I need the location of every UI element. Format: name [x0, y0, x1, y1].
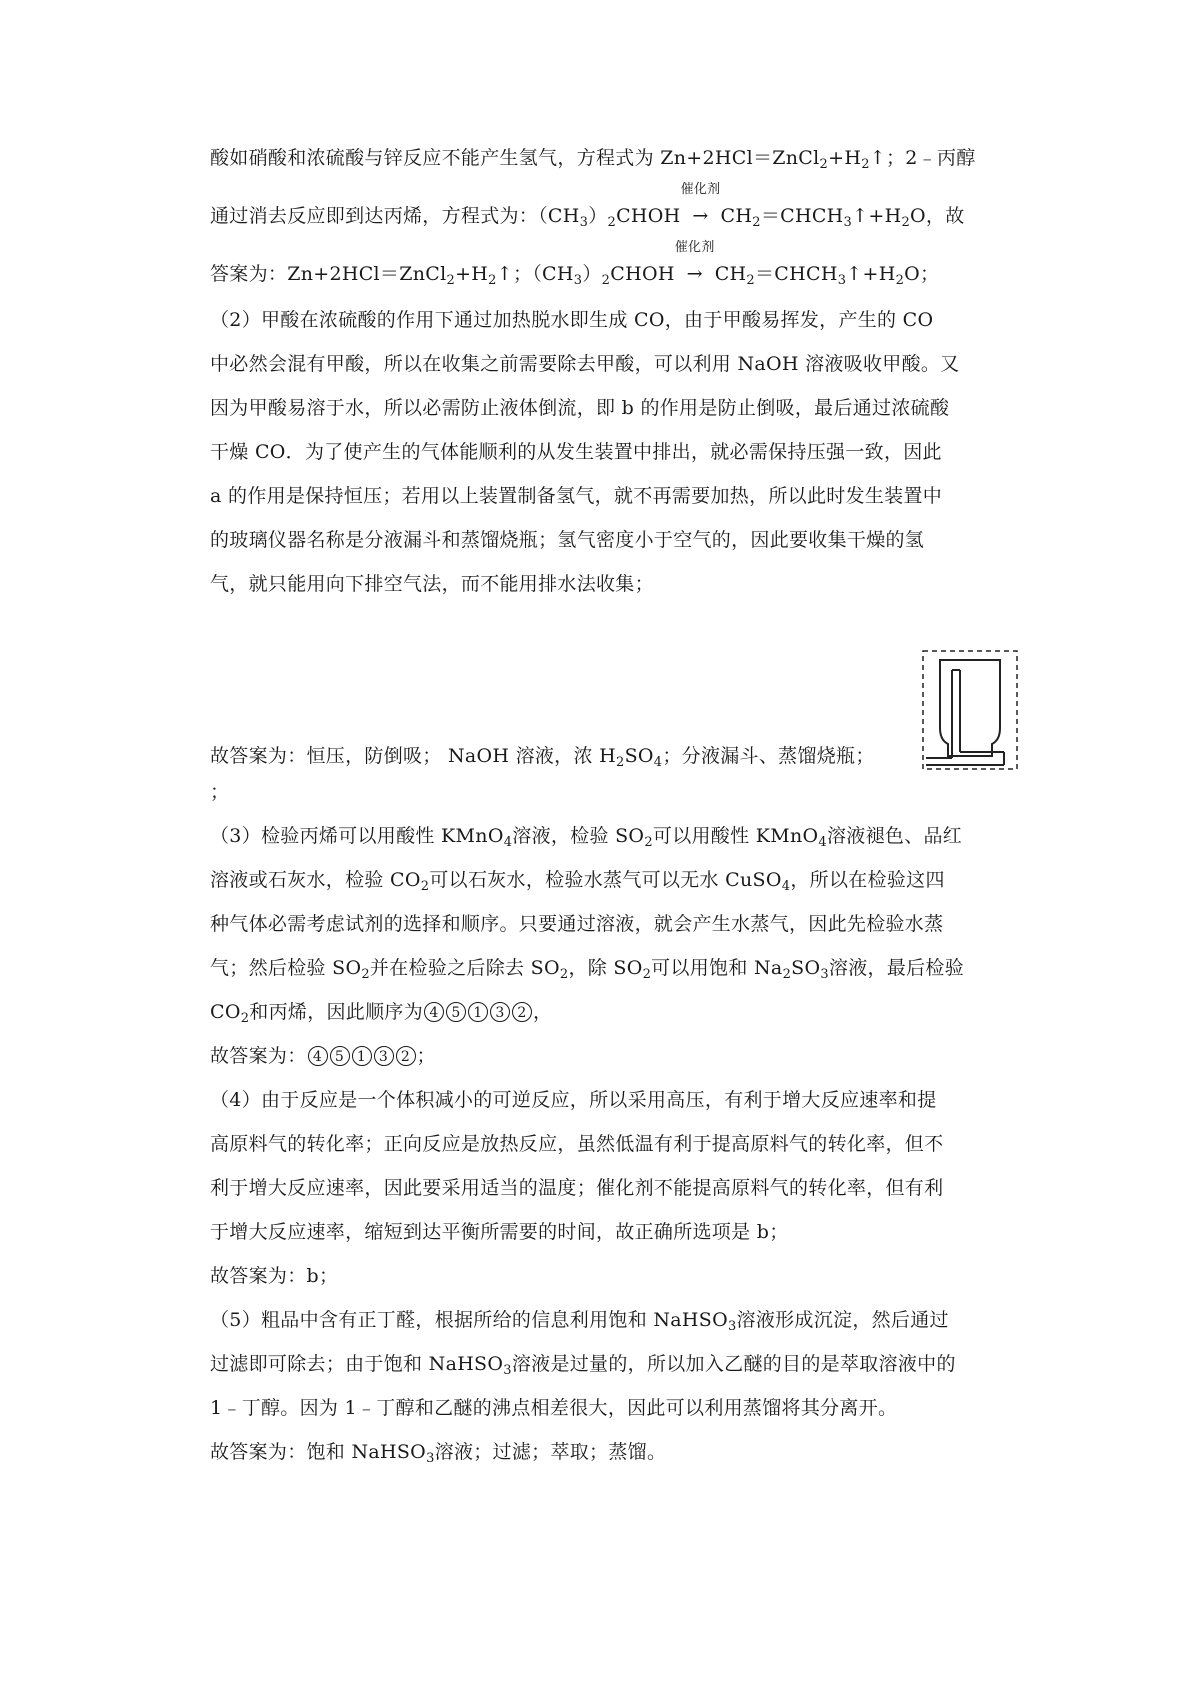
subscript: 2: [240, 1011, 250, 1026]
subscript: 2: [901, 215, 911, 230]
text-line: 中必然会混有甲酸，所以在收集之前需要除去甲酸，可以利用 NaOH 溶液吸收甲酸。又: [210, 353, 960, 375]
subscript: 4: [781, 879, 791, 894]
subscript: 2: [559, 967, 569, 982]
text-run: +H: [455, 263, 489, 285]
text-run: 溶液是过量的，所以加入乙醚的目的是萃取溶液中的: [511, 1353, 956, 1375]
text-run: 可以石灰水，检验水蒸气可以无水 CuSO: [429, 869, 782, 891]
text-line: 高原料气的转化率；正向反应是放热反应，虽然低温有利于提高原料气的转化率，但不: [210, 1133, 944, 1155]
subscript: 3: [426, 1451, 435, 1466]
text-line: [210, 146, 976, 170]
arrow-glyph: →: [686, 263, 703, 285]
subscript: 2: [601, 273, 611, 288]
text-line: 的玻璃仪器名称是分液漏斗和蒸馏烧瓶；氢气密度小于空气的，因此要收集干燥的氢: [210, 529, 925, 551]
circled-number: 5: [446, 1002, 466, 1022]
circled-number: 3: [490, 1002, 510, 1022]
gas-collection-bottle-diagram: [922, 650, 1018, 770]
text-run: 溶液或石灰水，检验 CO: [210, 869, 421, 891]
text-line: [210, 1000, 552, 1024]
text-run: 酸如硝酸和浓硫酸与锌反应不能产生氢气，方程式为 Zn+2HCl＝ZnCl: [210, 147, 820, 169]
text-run: 可以用酸性 KMnO: [652, 825, 819, 847]
subscript: 3: [820, 967, 829, 982]
text-run: CHOH: [610, 263, 675, 285]
text-run: CH: [714, 263, 747, 285]
text-run: ；分液漏斗、蒸馏烧瓶；: [662, 745, 875, 767]
text-line: [210, 1308, 949, 1332]
text-run: CHOH: [616, 205, 681, 227]
text-run: 故答案为：恒压，防倒吸； NaOH 溶液，浓 H: [210, 745, 616, 767]
text-line: 种气体必需考虑试剂的选择和顺序。只要通过溶液，就会产生水蒸气，因此先检验水蒸: [210, 913, 944, 935]
subscript: 2: [746, 273, 755, 288]
text-run: 故答案为：: [210, 1045, 307, 1067]
subscript: 3: [837, 273, 847, 288]
text-line: [210, 240, 940, 288]
text-line: 于增大反应速率，缩短到达平衡所需要的时间，故正确所选项是 b；: [210, 1221, 789, 1243]
text-run: ↑+H: [852, 205, 902, 227]
subscript: 2: [819, 157, 829, 172]
text-run: ＝CHCH: [760, 205, 844, 227]
text-line: [210, 182, 965, 230]
subscript: 2: [644, 835, 653, 850]
subscript: 2: [642, 967, 652, 982]
subscript: 4: [503, 835, 513, 850]
catalyst-label: 催化剂: [680, 182, 721, 197]
reaction-arrow: [680, 182, 721, 228]
subscript: 2: [782, 967, 792, 982]
circled-number: 4: [308, 1046, 328, 1066]
text-run: 过滤即可除去；由于饱和 NaHSO: [210, 1353, 504, 1375]
subscript: 3: [727, 1319, 737, 1334]
answer-line: [210, 1440, 666, 1464]
text-line: 气，就只能用向下排空气法，而不能用排水法收集；: [210, 573, 654, 595]
subscript: 2: [361, 967, 370, 982]
text-run: SO: [624, 745, 654, 767]
circled-number: 4: [424, 1002, 444, 1022]
text-line: [210, 824, 962, 848]
order-sequence: [307, 1045, 417, 1067]
answer-line: 故答案为：b；: [210, 1265, 339, 1287]
text-run: ，: [533, 1001, 553, 1023]
subscript: 2: [607, 215, 617, 230]
text-run: ＝CHCH: [754, 263, 838, 285]
circled-number: 1: [352, 1046, 372, 1066]
text-line: 干燥 CO．为了使产生的气体能顺利的从发生装置中排出，就必需保持压强一致，因此: [210, 441, 942, 463]
text-run: CO: [210, 1001, 241, 1023]
answer-line: [210, 744, 875, 768]
subscript: 3: [579, 215, 589, 230]
subscript: 2: [616, 755, 625, 770]
text-run: ；: [416, 1045, 436, 1067]
subscript: 2: [420, 879, 430, 894]
text-run: CH: [720, 205, 753, 227]
text-run: O，故: [910, 205, 965, 227]
subscript: 2: [488, 273, 497, 288]
text-run: 溶液，最后检验: [828, 957, 965, 979]
text-line: [210, 956, 964, 980]
subscript: 2: [861, 157, 870, 172]
subscript: 3: [503, 1363, 512, 1378]
subscript: 4: [653, 755, 663, 770]
text-line: ；: [210, 781, 230, 803]
text-run: ）: [588, 205, 608, 227]
text-run: 气；然后检验 SO: [210, 957, 362, 979]
text-run: ↑+H: [846, 263, 896, 285]
circled-number: 3: [374, 1046, 394, 1066]
text-line: a 的作用是保持恒压；若用以上装置制备氢气，就不再需要加热，所以此时发生装置中: [210, 485, 943, 507]
text-run: （3）检验丙烯可以用酸性 KMnO: [210, 825, 504, 847]
text-run: ↑；（CH: [496, 263, 574, 285]
circled-number: 2: [512, 1002, 532, 1022]
text-run: （5）粗品中含有正丁醛，根据所给的信息利用饱和 NaHSO: [210, 1309, 728, 1331]
text-run: 溶液，检验 SO: [512, 825, 645, 847]
text-run: 并在检验之后除去 SO: [369, 957, 560, 979]
answer-line: [210, 1044, 436, 1068]
reaction-arrow: [674, 240, 715, 286]
text-line: [210, 868, 945, 892]
circled-number: 5: [330, 1046, 350, 1066]
text-line: （4）由于反应是一个体积减小的可逆反应，所以采用高压，有利于增大反应速率和提: [210, 1089, 937, 1111]
text-run: 溶液；过滤；萃取；蒸馏。: [434, 1441, 667, 1463]
catalyst-label: 催化剂: [674, 240, 715, 255]
text-line: 利于增大反应速率，因此要采用适当的温度；催化剂不能提高原料气的转化率，但有利: [210, 1177, 944, 1199]
text-run: SO: [791, 957, 821, 979]
text-line: 1﹣丁醇。因为 1﹣丁醇和乙醚的沸点相差很大，因此可以利用蒸馏将其分离开。: [210, 1397, 898, 1419]
order-sequence: [423, 1001, 533, 1023]
text-run: 可以用饱和 Na: [651, 957, 783, 979]
text-run: 溶液形成沉淀，然后通过: [736, 1309, 949, 1331]
subscript: 2: [752, 215, 761, 230]
text-run: ，所以在检验这四: [790, 869, 945, 891]
text-run: 和丙烯，因此顺序为: [249, 1001, 423, 1023]
text-run: 通过消去反应即到达丙烯，方程式为：（CH: [210, 205, 580, 227]
subscript: 2: [446, 273, 456, 288]
text-run: 故答案为：饱和 NaHSO: [210, 1441, 427, 1463]
text-line: [210, 1352, 956, 1376]
text-run: ，除 SO: [568, 957, 643, 979]
subscript: 3: [843, 215, 853, 230]
text-run: +H: [828, 147, 862, 169]
text-run: 溶液褪色、品红: [827, 825, 963, 847]
text-line: （2）甲酸在浓硫酸的作用下通过加热脱水即生成 CO，由于甲酸易挥发，产生的 CO: [210, 309, 934, 331]
circled-number: 2: [396, 1046, 416, 1066]
text-line: 因为甲酸易溶于水，所以必需防止液体倒流，即 b 的作用是防止倒吸，最后通过浓硫酸: [210, 397, 950, 419]
subscript: 3: [573, 273, 583, 288]
subscript: 2: [895, 273, 905, 288]
arrow-glyph: →: [692, 205, 709, 227]
text-run: 答案为：Zn+2HCl＝ZnCl: [210, 263, 447, 285]
text-run: ）: [582, 263, 602, 285]
text-run: ↑；2﹣丙醇: [869, 147, 976, 169]
subscript: 4: [818, 835, 827, 850]
text-run: O；: [904, 263, 940, 285]
circled-number: 1: [468, 1002, 488, 1022]
